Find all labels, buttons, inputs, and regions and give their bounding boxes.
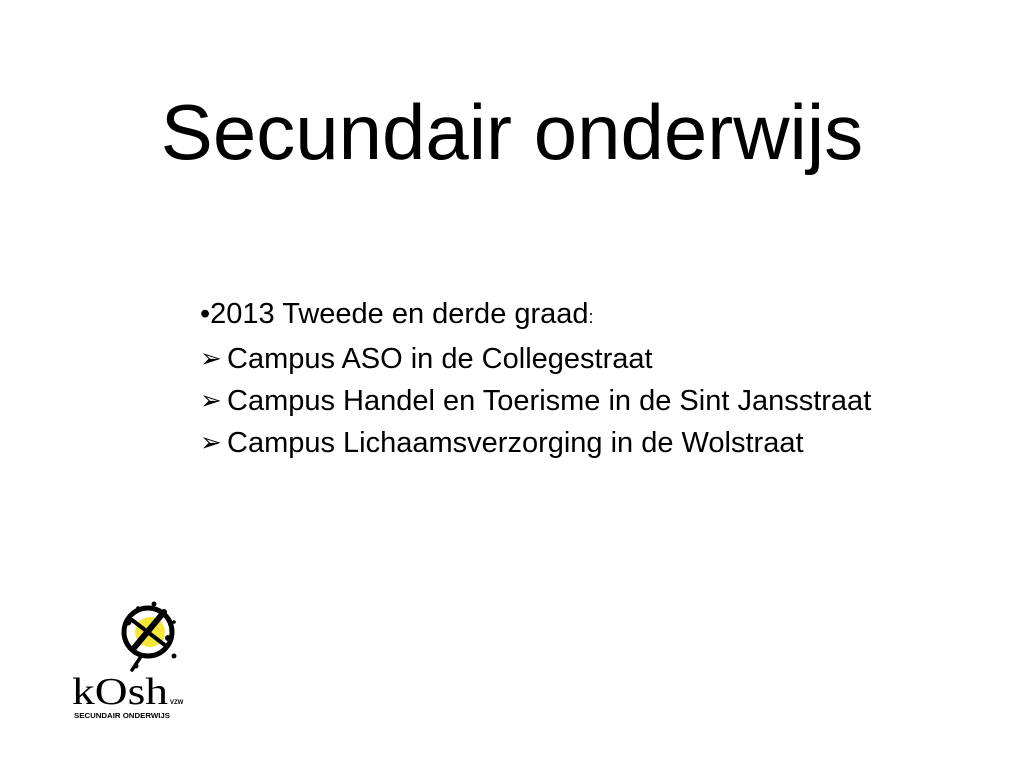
logo-suffix: VZW — [170, 700, 184, 706]
heading-colon: : — [588, 307, 594, 327]
arrow-bullet-icon: ➢ — [200, 385, 222, 415]
arrow-bullet-icon: ➢ — [200, 427, 222, 457]
list-item — [200, 380, 940, 422]
bullet-dot: • — [200, 298, 211, 330]
heading-line — [200, 294, 940, 338]
arrow-bullet-icon: ➢ — [200, 343, 222, 373]
list-item — [200, 422, 940, 464]
logo-wordmark: kOsh — [72, 671, 168, 713]
heading-text: 2013 Tweede en derde graad — [210, 298, 589, 330]
slide-title: Secundair onderwijs — [160, 88, 864, 176]
list-item-text: Campus Lichaamsverzorging in de Wolstraat — [227, 427, 804, 459]
logo-emblem-icon — [124, 602, 177, 671]
kosh-logo — [70, 596, 195, 728]
logo-tagline: SECUNDAIR ONDERWIJS — [74, 711, 170, 720]
list-item-text: Campus ASO in de Collegestraat — [227, 343, 653, 375]
list-item-text: Campus Handel en Toerisme in de Sint Jansstraat — [227, 385, 872, 417]
slide-content — [200, 294, 940, 464]
list-item — [200, 338, 940, 380]
